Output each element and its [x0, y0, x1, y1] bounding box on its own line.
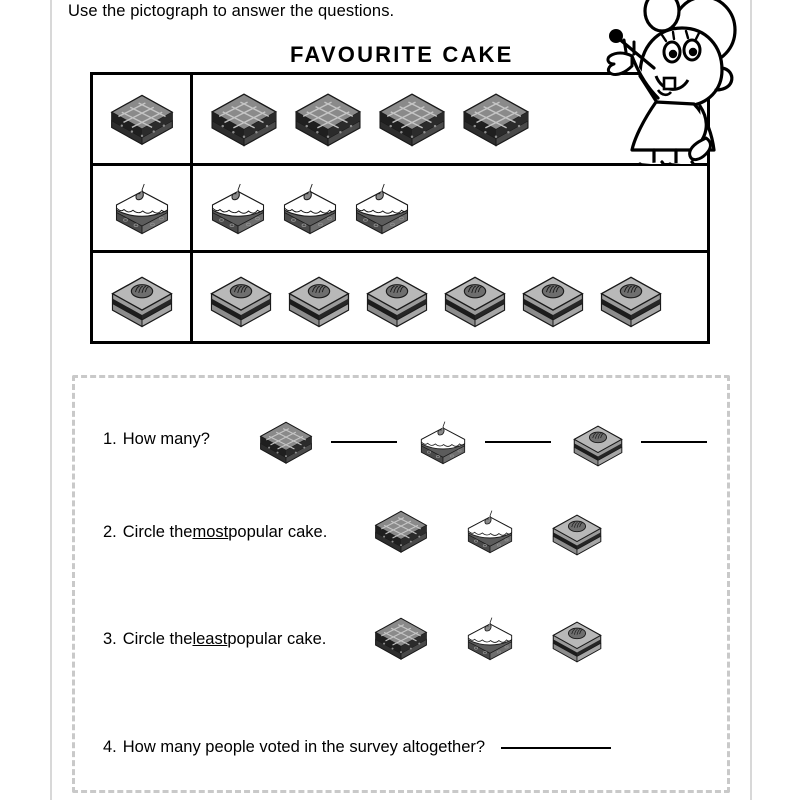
question-2-text-before: Circle the [122, 523, 193, 541]
cream-swirl-layer-cake-icon [205, 265, 277, 329]
row-values-white-iced-cake [193, 166, 707, 250]
question-2-choices [370, 503, 606, 559]
row-values-chocolate-lattice-cake [193, 75, 707, 163]
white-iced-cake-icon[interactable] [462, 504, 518, 558]
question-3-text-after: popular cake. [227, 630, 327, 648]
pictograph-table [90, 72, 710, 344]
question-4-blank[interactable] [501, 747, 611, 749]
question-2-emphasis: most [192, 523, 229, 541]
question-3-text-before: Circle the [122, 630, 193, 648]
white-iced-cake-icon [277, 178, 343, 238]
question-4-number: 4. [103, 738, 117, 756]
table-row [93, 75, 707, 166]
white-iced-cake-icon [349, 178, 415, 238]
cream-swirl-layer-cake-icon [283, 265, 355, 329]
page-title: FAVOURITE CAKE [290, 42, 514, 67]
question-2 [103, 523, 327, 542]
question-3-choices [370, 610, 606, 666]
chocolate-lattice-cake-icon[interactable] [370, 503, 432, 559]
questions-panel [72, 375, 730, 793]
cream-swirl-layer-cake-icon[interactable] [548, 611, 606, 665]
row-key-white-iced-cake [93, 166, 193, 250]
chocolate-lattice-cake-icon[interactable] [370, 610, 432, 666]
row-key-chocolate-lattice-cake [93, 75, 193, 163]
question-3-emphasis: least [192, 630, 228, 648]
page-margin-rule-right [750, 0, 752, 800]
question-1-blank-1[interactable] [331, 441, 397, 443]
chocolate-lattice-cake-icon [105, 86, 179, 152]
chocolate-lattice-cake-icon [289, 85, 367, 153]
question-3-number: 3. [103, 630, 117, 648]
white-iced-cake-icon [205, 178, 271, 238]
page-margin-rule-left [50, 0, 52, 800]
cream-swirl-layer-cake-icon [106, 265, 178, 329]
question-1-text: How many? [122, 430, 210, 448]
chocolate-lattice-cake-icon [373, 85, 451, 153]
mouse-nose-icon [609, 29, 623, 43]
question-4-text: How many people voted in the survey altogether? [122, 738, 486, 756]
question-1-answer-row [255, 414, 725, 470]
question-2-text-after: popular cake. [228, 523, 328, 541]
cream-swirl-layer-cake-icon [595, 265, 667, 329]
question-1-blank-2[interactable] [485, 441, 551, 443]
table-row [93, 253, 707, 341]
cream-swirl-layer-cake-icon [517, 265, 589, 329]
cream-swirl-layer-cake-icon[interactable] [548, 504, 606, 558]
question-1-blank-3[interactable] [641, 441, 707, 443]
chocolate-lattice-cake-icon [457, 85, 535, 153]
question-1-number: 1. [103, 430, 117, 448]
white-iced-cake-icon[interactable] [462, 611, 518, 665]
cream-swirl-layer-cake-icon [439, 265, 511, 329]
chocolate-lattice-cake-icon [205, 85, 283, 153]
question-3 [103, 630, 326, 649]
cream-swirl-layer-cake-icon [569, 415, 627, 469]
cream-swirl-layer-cake-icon [361, 265, 433, 329]
row-key-cream-swirl-cake [93, 253, 193, 341]
white-iced-cake-icon [109, 178, 175, 238]
question-2-number: 2. [103, 523, 117, 541]
instruction-text: Use the pictograph to answer the questions. [68, 2, 395, 20]
question-4 [103, 738, 611, 757]
question-1 [103, 430, 210, 449]
row-values-cream-swirl-cake [193, 253, 707, 341]
chocolate-lattice-cake-icon [255, 414, 317, 470]
table-row [93, 166, 707, 253]
white-iced-cake-icon [415, 415, 471, 469]
